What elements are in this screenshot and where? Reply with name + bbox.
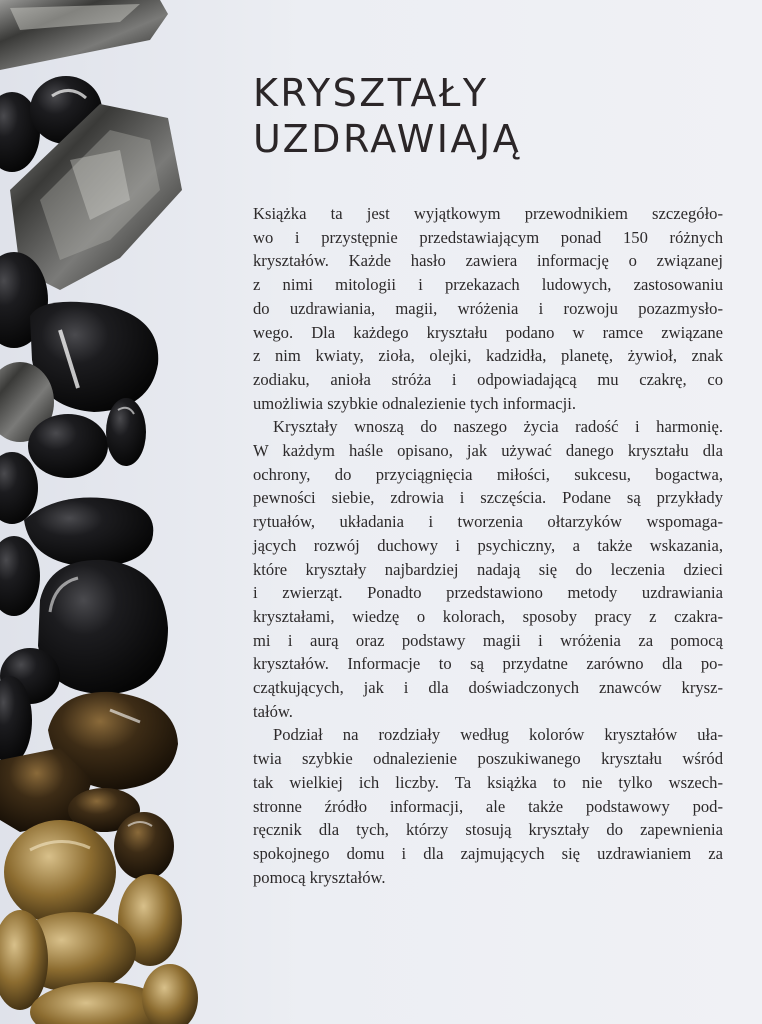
text-line: pomocą kryształów. <box>253 867 386 887</box>
text-line: które kryształy najbardziej nadają się do leczenia dzieci <box>253 559 723 579</box>
text-line: Kryształy wnoszą do naszego życia radość i harmonię. <box>273 417 723 437</box>
text-line: rytuałów, układania i tworzenia ołtarzyków wspomaga- <box>253 512 723 532</box>
text-line: z nimi mitologii i przekazach ludowych, zastosowaniu <box>253 275 723 295</box>
text-line: i zwierząt. Ponadto przedstawiono metody uzdrawiania <box>253 583 723 603</box>
body-text <box>253 202 723 889</box>
text-line: kryształów. Informacje to są przydatne zarówno dla po- <box>253 654 723 674</box>
text-line: mi i aurą oraz podstawy magii i wróżenia za pomocą <box>253 630 723 650</box>
text-line: umożliwia szybkie odnalezienie tych informacji. <box>253 393 577 413</box>
text-line: wego. Dla każdego kryształu podano w ramce związane <box>253 322 723 342</box>
gemstones-image <box>0 0 200 1024</box>
text-line: kryształów. Każde hasło zawiera informację o związanej <box>253 251 723 271</box>
page-title <box>253 70 521 162</box>
text-line: z nim kwiaty, zioła, olejki, kadzidła, planetę, żywioł, znak <box>253 346 723 366</box>
text-line: ręcznik dla tych, którzy stosują kryształy do zapewnienia <box>253 820 723 840</box>
text-line: tak wielkiej ich liczby. Ta książka to nie tylko wszech- <box>253 772 723 792</box>
page-title-line-2: UZDRAWIAJĄ <box>253 117 522 161</box>
text-line: Podział na rozdziały według kolorów kryształów uła- <box>273 725 723 745</box>
text-line: wo i przystępnie przedstawiającym ponad 150 różnych <box>253 227 723 247</box>
paragraph <box>253 202 723 415</box>
text-line: czątkujących, jak i dla doświadczonych znawców krysz- <box>253 678 723 698</box>
paragraph <box>253 723 723 889</box>
text-line: ochrony, do przyciągnięcia miłości, sukcesu, bogactwa, <box>253 464 723 484</box>
page-title-line-1: KRYSZTAŁY <box>253 71 489 115</box>
text-line: spokojnego domu i dla zajmujących się uzdrawianiem za <box>253 843 723 863</box>
text-line: do uzdrawiania, magii, wróżenia i rozwoju pozazmysło- <box>253 298 723 318</box>
text-line: Książka ta jest wyjątkowym przewodnikiem szczegóło- <box>253 204 723 223</box>
text-line: zodiaku, anioła stróża i odpowiadającą mu czakrę, co <box>253 369 723 389</box>
text-line: kryształami, wiedzę o kolorach, sposoby pracy z czakra- <box>253 606 723 626</box>
text-line: tałów. <box>253 701 293 721</box>
text-line: W każdym haśle opisano, jak używać danego kryształu dla <box>253 441 723 461</box>
text-line: jących rozwój duchowy i psychiczny, a także wskazania, <box>253 535 723 555</box>
text-line: pewności siebie, zdrowia i szczęścia. Podane są przykłady <box>253 488 723 508</box>
text-line: twia szybkie odnalezienie poszukiwanego kryształu wśród <box>253 749 723 769</box>
text-line: stronne źródło informacji, ale także podstawowy pod- <box>253 796 723 816</box>
paragraph <box>253 415 723 723</box>
